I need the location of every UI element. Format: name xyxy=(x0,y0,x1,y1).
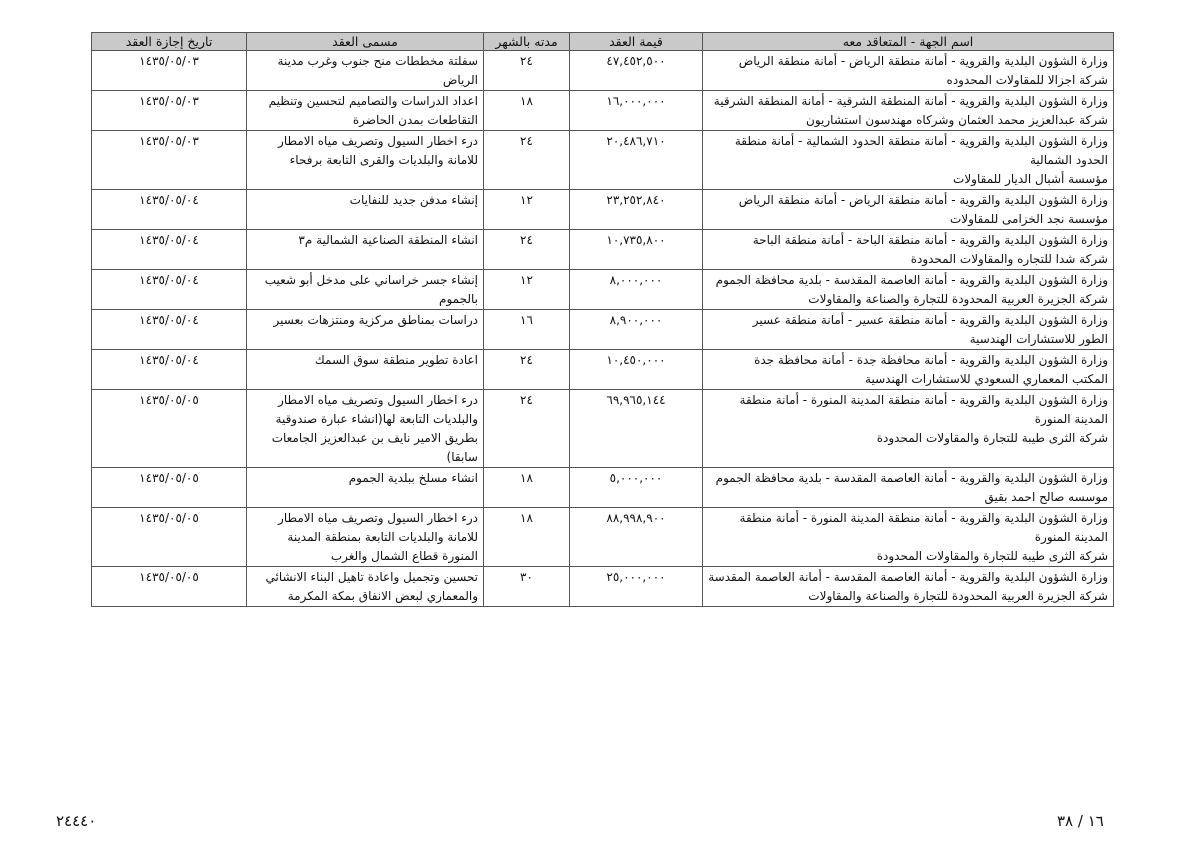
table-row xyxy=(92,91,1114,131)
party-ministry: وزارة الشؤون البلدية والقروية - أمانة منطقة الرياض - أمانة منطقة الرياض xyxy=(738,193,1108,207)
cell-contract-value: ٨٨,٩٩٨,٩٠٠ xyxy=(570,508,703,567)
cell-duration: ١٨ xyxy=(484,508,570,567)
cell-contract-value: ١٠,٧٣٥,٨٠٠ xyxy=(570,230,703,270)
cell-contract-value: ١٠,٤٥٠,٠٠٠ xyxy=(570,350,703,390)
cell-party xyxy=(703,91,1114,131)
cell-contract-value: ٨,٠٠٠,٠٠٠ xyxy=(570,270,703,310)
party-ministry: وزارة الشؤون البلدية والقروية - أمانة العاصمة المقدسة - بلدية محافظة الجموم xyxy=(715,471,1108,485)
party-contractor: شركة شدا للتجاره والمقاولات المحدودة xyxy=(910,252,1108,266)
cell-duration: ٢٤ xyxy=(484,51,570,91)
cell-contract-name: إنشاء مدفن جديد للنفايات xyxy=(247,190,484,230)
cell-approval-date: ١٤٣٥/٠٥/٠٤ xyxy=(92,270,247,310)
cell-duration: ١٨ xyxy=(484,91,570,131)
party-contractor: شركة الجزيرة العربية المحدودة للتجارة والصناعة والمقاولات xyxy=(808,589,1108,603)
cell-contract-value: ٦٩,٩٦٥,١٤٤ xyxy=(570,390,703,468)
header-approval-date: تاريخ إجازة العقد xyxy=(92,33,247,51)
party-ministry: وزارة الشؤون البلدية والقروية - أمانة منطقة عسير - أمانة منطقة عسير xyxy=(752,313,1108,327)
cell-contract-value: ١٦,٠٠٠,٠٠٠ xyxy=(570,91,703,131)
cell-contract-name: اعداد الدراسات والتصاميم لتحسين وتنظيم التقاطعات بمدن الحاضرة xyxy=(247,91,484,131)
cell-contract-value: ٢٠,٤٨٦,٧١٠ xyxy=(570,131,703,190)
cell-duration: ١٨ xyxy=(484,468,570,508)
party-ministry: وزارة الشؤون البلدية والقروية - أمانة منطقة الباحة - أمانة منطقة الباحة xyxy=(752,233,1108,247)
cell-party xyxy=(703,390,1114,468)
party-contractor: مؤسسة أشبال الديار للمقاولات xyxy=(953,172,1108,186)
cell-party xyxy=(703,131,1114,190)
cell-contract-name: سفلتة مخططات منح جنوب وغرب مدينة الرياض xyxy=(247,51,484,91)
cell-contract-name: إنشاء جسر خراساني على مدخل أبو شعيب بالجموم xyxy=(247,270,484,310)
party-ministry: وزارة الشؤون البلدية والقروية - أمانة منطقة المدينة المنورة - أمانة منطقة المدينة المنورة xyxy=(739,393,1108,426)
table-row xyxy=(92,310,1114,350)
cell-duration: ٢٤ xyxy=(484,390,570,468)
cell-contract-value: ٤٧,٤٥٢,٥٠٠ xyxy=(570,51,703,91)
cell-approval-date: ١٤٣٥/٠٥/٠٥ xyxy=(92,468,247,508)
cell-contract-value: ٥,٠٠٠,٠٠٠ xyxy=(570,468,703,508)
party-ministry: وزارة الشؤون البلدية والقروية - أمانة منطقة الحدود الشمالية - أمانة منطقة الحدود الشمالية xyxy=(734,134,1108,167)
header-contract-name: مسمى العقد xyxy=(247,33,484,51)
party-ministry: وزارة الشؤون البلدية والقروية - أمانة المنطقة الشرقية - أمانة المنطقة الشرقية xyxy=(713,94,1108,108)
cell-party xyxy=(703,508,1114,567)
cell-approval-date: ١٤٣٥/٠٥/٠٥ xyxy=(92,390,247,468)
cell-contract-name: درء اخطار السيول وتصريف مياه الامطار والبلديات التابعة لها(انشاء عبارة صندوقية بطريق الامير نايف بن عبدالعزيز الجامعات سابقا) xyxy=(247,390,484,468)
cell-contract-value: ٢٥,٠٠٠,٠٠٠ xyxy=(570,567,703,607)
party-ministry: وزارة الشؤون البلدية والقروية - أمانة محافظة جدة - أمانة محافظة جدة xyxy=(754,353,1108,367)
cell-contract-name: انشاء مسلخ ببلدية الجموم xyxy=(247,468,484,508)
cell-duration: ٢٤ xyxy=(484,131,570,190)
cell-duration: ٢٤ xyxy=(484,230,570,270)
cell-approval-date: ١٤٣٥/٠٥/٠٣ xyxy=(92,131,247,190)
table-row xyxy=(92,270,1114,310)
cell-approval-date: ١٤٣٥/٠٥/٠٣ xyxy=(92,91,247,131)
table-row xyxy=(92,51,1114,91)
party-contractor: شركة الثرى طيبة للتجارة والمقاولات المحدودة xyxy=(876,431,1108,445)
party-ministry: وزارة الشؤون البلدية والقروية - أمانة العاصمة المقدسة - بلدية محافظة الجموم xyxy=(715,273,1108,287)
party-ministry: وزارة الشؤون البلدية والقروية - أمانة منطقة المدينة المنورة - أمانة منطقة المدينة المنورة xyxy=(739,511,1108,544)
cell-approval-date: ١٤٣٥/٠٥/٠٤ xyxy=(92,190,247,230)
cell-party xyxy=(703,270,1114,310)
cell-party xyxy=(703,230,1114,270)
cell-approval-date: ١٤٣٥/٠٥/٠٥ xyxy=(92,508,247,567)
table-row xyxy=(92,390,1114,468)
cell-duration: ١٢ xyxy=(484,190,570,230)
cell-contract-name: درء اخطار السيول وتصريف مياه الامطار للامانة والبلديات التابعة بمنطقة المدينة المنورة قطاع الشمال والغرب xyxy=(247,508,484,567)
cell-duration: ١٦ xyxy=(484,310,570,350)
table-header-row xyxy=(92,33,1114,51)
contracts-table xyxy=(91,32,1114,607)
table-row xyxy=(92,468,1114,508)
party-contractor: شركة اجزالا للمقاولات المحدوده xyxy=(946,73,1108,87)
cell-approval-date: ١٤٣٥/٠٥/٠٣ xyxy=(92,51,247,91)
header-contract-value: قيمة العقد xyxy=(570,33,703,51)
header-duration: مدته بالشهر xyxy=(484,33,570,51)
cell-contract-value: ٢٣,٢٥٢,٨٤٠ xyxy=(570,190,703,230)
cell-duration: ١٢ xyxy=(484,270,570,310)
table-row xyxy=(92,230,1114,270)
table-row xyxy=(92,350,1114,390)
party-contractor: شركة عبدالعزيز محمد العثمان وشركاه مهندسون استشاريون xyxy=(806,113,1108,127)
cell-party xyxy=(703,190,1114,230)
cell-contract-name: تحسين وتجميل واعادة تاهيل البناء الانشائي والمعماري لبعض الانفاق بمكة المكرمة xyxy=(247,567,484,607)
party-contractor: مؤسسة نجد الخزامى للمقاولات xyxy=(950,212,1108,226)
party-contractor: موسسه صالح احمد بقيق xyxy=(984,490,1108,504)
table-row xyxy=(92,131,1114,190)
cell-party xyxy=(703,468,1114,508)
cell-approval-date: ١٤٣٥/٠٥/٠٤ xyxy=(92,230,247,270)
table-row xyxy=(92,190,1114,230)
cell-contract-name: درء اخطار السيول وتصريف مياه الامطار للامانة والبلديات والقرى التابعة برفحاء xyxy=(247,131,484,190)
document-number: ٢٤٤٤٠ xyxy=(56,812,97,830)
cell-duration: ٢٤ xyxy=(484,350,570,390)
party-ministry: وزارة الشؤون البلدية والقروية - أمانة منطقة الرياض - أمانة منطقة الرياض xyxy=(738,54,1108,68)
party-contractor: المكتب المعماري السعودي للاستشارات الهندسية xyxy=(865,372,1108,386)
page-reference: ١٦ / ٣٨ xyxy=(1057,812,1104,830)
cell-party xyxy=(703,567,1114,607)
cell-duration: ٣٠ xyxy=(484,567,570,607)
cell-contract-name: دراسات بمناطق مركزية ومنتزهات بعسير xyxy=(247,310,484,350)
table-body xyxy=(92,51,1114,607)
cell-party xyxy=(703,310,1114,350)
cell-party xyxy=(703,350,1114,390)
table-row xyxy=(92,508,1114,567)
cell-approval-date: ١٤٣٥/٠٥/٠٥ xyxy=(92,567,247,607)
cell-approval-date: ١٤٣٥/٠٥/٠٤ xyxy=(92,350,247,390)
party-contractor: شركة الجزيرة العربية المحدودة للتجارة والصناعة والمقاولات xyxy=(808,292,1108,306)
party-contractor: الطور للاستشارات الهندسية xyxy=(969,332,1108,346)
cell-approval-date: ١٤٣٥/٠٥/٠٤ xyxy=(92,310,247,350)
cell-contract-name: انشاء المنطقة الصناعية الشمالية م٣ xyxy=(247,230,484,270)
header-party: اسم الجهة - المتعاقد معه xyxy=(703,33,1114,51)
party-ministry: وزارة الشؤون البلدية والقروية - أمانة العاصمة المقدسة - أمانة العاصمة المقدسة xyxy=(708,570,1108,584)
cell-contract-name: اعادة تطوير منطقة سوق السمك xyxy=(247,350,484,390)
cell-contract-value: ٨,٩٠٠,٠٠٠ xyxy=(570,310,703,350)
table-row xyxy=(92,567,1114,607)
cell-party xyxy=(703,51,1114,91)
party-contractor: شركة الثرى طيبة للتجارة والمقاولات المحدودة xyxy=(876,549,1108,563)
